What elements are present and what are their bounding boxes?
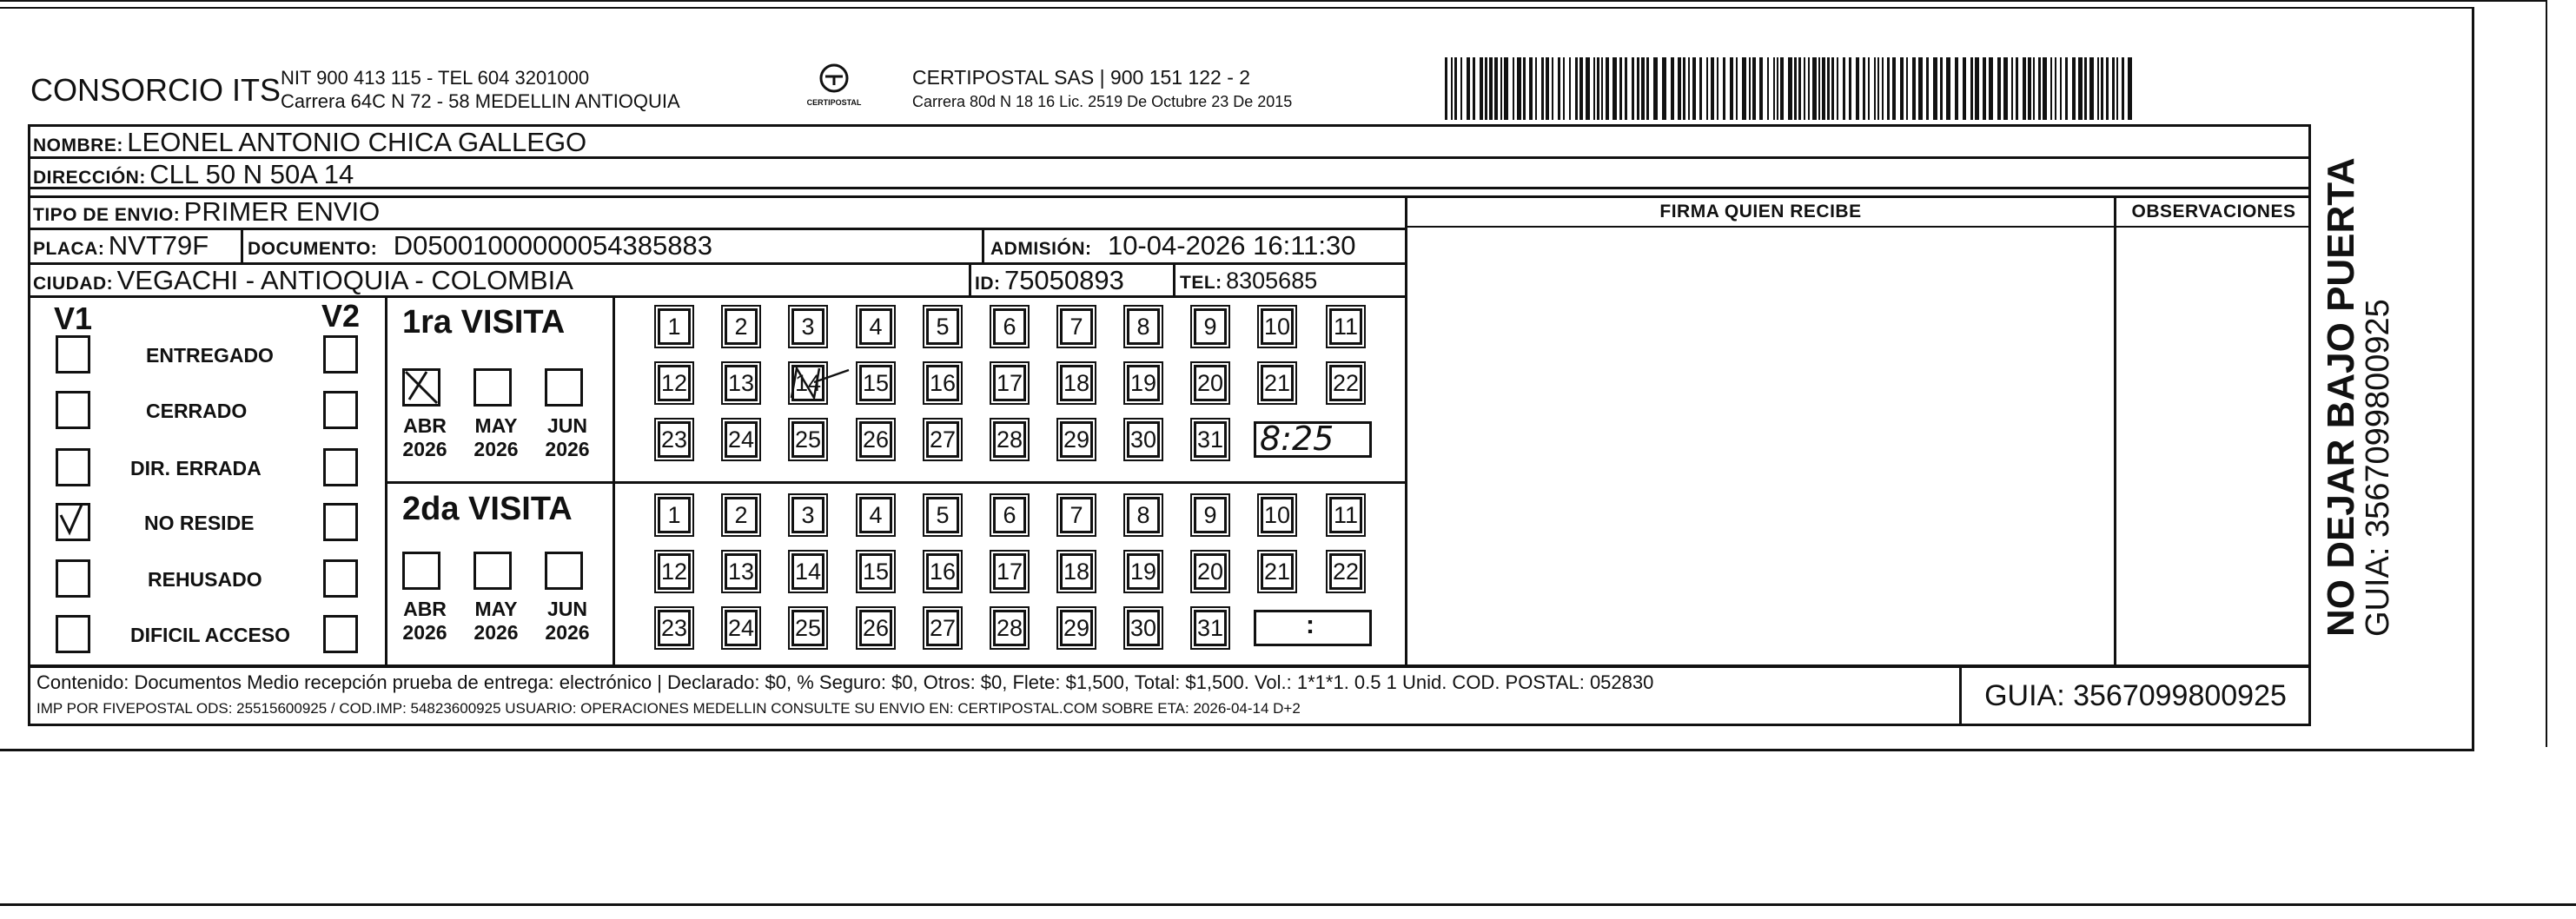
col-line-obs [2114,195,2116,667]
month-year-label: 2026 [473,621,519,644]
barcode-bar [1692,57,1696,120]
barcode-bar [1798,57,1801,120]
barcode-bar [1970,57,1973,120]
barcode-bar [1517,57,1521,120]
barcode-bar [1759,57,1763,120]
day-box[interactable]: 8 [1127,308,1160,345]
day-box[interactable]: 1 [658,308,691,345]
tipo-value: PRIMER ENVIO [183,196,381,227]
side-text [2320,150,2397,637]
v2-checkbox[interactable] [323,559,358,598]
barcode-bar [1641,57,1645,120]
day-box[interactable]: 15 [859,553,892,590]
day-box[interactable]: 6 [993,497,1026,533]
placa-label: PLACA: [33,239,105,259]
day-box[interactable]: 2 [725,497,758,533]
direccion-row [33,159,354,190]
v1-checkbox[interactable] [56,615,90,653]
barcode-bar [2078,57,2083,120]
day-box[interactable]: 29 [1060,421,1093,458]
barcode-bar [1460,57,1462,120]
nombre-row [33,127,586,158]
month-checkbox[interactable] [402,552,440,590]
col-line-placa [241,228,243,262]
barcode-bar [2043,57,2047,120]
day-box[interactable]: 19 [1127,365,1160,401]
barcode-bar [1997,57,2001,120]
barcode-bar [2072,57,2076,120]
v2-checkbox[interactable] [323,615,358,653]
month-checkbox[interactable] [402,368,440,407]
status-option-label: REHUSADO [148,568,262,591]
barcode-bar [2033,57,2035,120]
top-border [0,0,2546,2]
month-label: MAY [474,598,518,620]
tel-label: TEL: [1180,273,1222,293]
day-box[interactable]: 4 [859,308,892,345]
v1-label: V1 [54,301,93,336]
bottom-border [0,749,2474,751]
footer-imp: IMP POR FIVEPOSTAL ODS: 25515600925 / COD.IMP: 54823600925 USUARIO: OPERACIONES MEDELLIN CONSULTE SU ENVIO EN: CERTIPOSTAL.COM SOBRE ETA: 2026-04-14 D+2 [36,700,1301,717]
day-box[interactable]: 4 [859,497,892,533]
barcode-bar [1827,57,1830,120]
barcode-bar [1489,57,1493,120]
month-mark-icon [402,368,440,407]
col-line-id [969,262,971,295]
right-border [2472,7,2474,750]
barcode-bar [1632,57,1634,120]
barcode-bar [1485,57,1487,120]
day-box[interactable]: 7 [1060,497,1093,533]
month-label: ABR [403,414,447,437]
barcode-bar [2055,57,2056,120]
barcode-bar [1882,57,1884,120]
barcode-bar [1989,57,1993,120]
day-box[interactable]: 20 [1194,553,1227,590]
right-border-outer [2546,0,2547,747]
day-box[interactable]: 5 [926,497,959,533]
barcode-bar [1535,57,1537,120]
day-box[interactable]: 10 [1261,308,1294,345]
barcode-bar [1926,57,1929,120]
barcode-bar [1637,57,1639,120]
barcode-bar [1900,57,1904,120]
barcode-bar [1480,57,1483,120]
barcode-bar [1529,57,1533,120]
barcode-bar [1706,57,1708,120]
documento-field [248,230,712,261]
barcode-bar [1504,57,1508,120]
barcode-bar [1500,57,1502,120]
day-box[interactable]: 25 [791,610,824,646]
barcode-bar [1606,57,1609,120]
barcode-bar [2116,57,2118,120]
day-box[interactable]: 27 [926,610,959,646]
carrier-address: Carrera 80d N 18 16 Lic. 2519 De Octubre 23 De 2015 [912,93,1293,110]
day-box[interactable]: 24 [725,610,758,646]
day-box[interactable]: 5 [926,308,959,345]
certipostal-logo [795,63,873,115]
barcode-bar [1454,57,1457,120]
day-box[interactable]: 26 [859,610,892,646]
tel-value: 8305685 [1226,268,1318,294]
company-nit: NIT 900 413 115 - TEL 604 3201000 [281,67,590,89]
day-box[interactable]: 28 [993,610,1026,646]
barcode-bar [1586,57,1590,120]
barcode-bar [2050,57,2052,120]
barcode-bar [1612,57,1617,120]
day-box[interactable]: 1 [658,497,691,533]
day-box[interactable]: 27 [926,421,959,458]
day-box[interactable]: 9 [1194,497,1227,533]
v1-checkbox[interactable] [56,391,90,429]
barcode [1445,57,2140,120]
side-guia: GUIA: 3567099800925 [2360,299,2396,637]
barcode-bar [1856,57,1859,120]
barcode-bar [2128,57,2132,120]
month-year-label: 2026 [473,438,519,460]
status-option-label: ENTREGADO [146,344,274,367]
ciudad-field [33,265,573,296]
footer-guia: GUIA: 3567099800925 [1984,679,2287,712]
logo-text: CERTIPOSTAL [806,98,862,107]
time-separator: : [1306,611,1314,639]
admision-value: 10-04-2026 16:11:30 [1107,230,1356,261]
day-box[interactable]: 8 [1127,497,1160,533]
company-name: CONSORCIO ITS [30,72,281,108]
barcode-bar [1788,57,1792,120]
barcode-bar [1940,57,1943,120]
month-checkbox[interactable] [473,552,512,590]
barcode-bar [1752,57,1756,120]
barcode-bar [2038,57,2041,120]
barcode-bar [1773,57,1775,120]
barcode-bar [1699,57,1702,120]
barcode-bar [1877,57,1879,120]
barcode-bar [1494,57,1498,120]
barcode-bar [1837,57,1838,120]
barcode-bar [1868,57,1870,120]
barcode-bar [1804,57,1805,120]
barcode-bar [1683,57,1685,120]
barcode-bar [1808,57,1810,120]
barcode-bar [1711,57,1714,120]
barcode-bar [1541,57,1544,120]
barcode-bar [2101,57,2103,120]
barcode-bar [2122,57,2124,120]
barcode-bar [1513,57,1514,120]
day-box[interactable]: 10 [1261,497,1294,533]
day-box[interactable]: 12 [658,365,691,401]
barcode-bar [1579,57,1583,120]
barcode-bar [1671,57,1674,120]
day-box[interactable]: 14 [791,553,824,590]
col-line-tel [1173,262,1175,295]
barcode-bar [2084,57,2087,120]
day-box[interactable]: 23 [658,421,691,458]
v1-checkbox[interactable] [56,559,90,598]
tipo-row [33,196,380,228]
status-option-label: NO RESIDE [144,512,255,534]
barcode-bar [1730,57,1733,120]
barcode-bar [1918,57,1923,120]
ciudad-value: VEGACHI - ANTIOQUIA - COLOMBIA [116,265,573,295]
barcode-bar [1619,57,1622,120]
month-year-label: 2026 [402,621,447,644]
barcode-bar [1717,57,1718,120]
barcode-bar [2016,57,2018,120]
documento-value: D05001000000054385883 [393,230,712,261]
col-line-firma [1405,195,1407,667]
col-line-admision [982,228,984,262]
barcode-bar [1887,57,1890,120]
barcode-bar [1742,57,1746,120]
day-box[interactable]: 23 [658,610,691,646]
barcode-bar [1946,57,1950,120]
second-visit-title: 2da VISITA [402,491,573,527]
admision-label: ADMISIÓN: [990,239,1092,259]
v2-checkbox[interactable] [323,391,358,429]
barcode-bar [1906,57,1908,120]
id-value: 75050893 [1003,265,1124,295]
ciudad-label: CIUDAD: [33,274,114,294]
barcode-bar [1818,57,1820,120]
barcode-bar [1767,57,1769,120]
barcode-bar [1569,57,1571,120]
id-label: ID: [975,274,1001,294]
barcode-bar [2065,57,2068,120]
month-checkbox[interactable] [545,368,583,407]
direccion-label: DIRECCIÓN: [33,168,146,188]
barcode-bar [1445,57,1447,120]
documento-label: DOCUMENTO: [248,239,378,259]
check-mark-icon [56,503,90,541]
visit-divider [385,481,1407,484]
barcode-bar [1593,57,1595,120]
day-box[interactable]: 30 [1127,610,1160,646]
v2-checkbox[interactable] [323,503,358,541]
v1-checkbox[interactable] [56,448,90,486]
month-checkbox[interactable] [545,552,583,590]
day-box[interactable]: 12 [658,553,691,590]
barcode-bar [2112,57,2115,120]
barcode-bar [1955,57,1958,120]
day-box[interactable]: 16 [926,365,959,401]
day-box[interactable]: 16 [926,553,959,590]
barcode-bar [1736,57,1738,120]
tipo-label: TIPO DE ENVIO: [33,205,181,225]
carrier-name: CERTIPOSTAL SAS | 900 151 122 - 2 [912,66,1251,89]
barcode-bar [1473,57,1475,120]
day-box[interactable]: 22 [1329,365,1362,401]
logo-icon [814,63,854,97]
nombre-label: NOMBRE: [33,136,123,155]
barcode-bar [2060,57,2062,120]
day-box[interactable]: 14 [791,365,824,401]
month-label: JUN [546,598,587,620]
v1-checkbox[interactable] [56,503,90,541]
barcode-bar [1963,57,1966,120]
day-box[interactable]: 19 [1127,553,1160,590]
barcode-bar [2089,57,2094,120]
day-box[interactable]: 13 [725,553,758,590]
day-box[interactable]: 6 [993,308,1026,345]
day-box[interactable]: 24 [725,421,758,458]
footer-contenido: Contenido: Documentos Medio recepción prueba de entrega: electrónico | Declarado: $0, % Seguro: $0, Otros: $0, Flete: $1,500, Total: $1,500. Vol.: 1*1*1. 0.5 1 Unid. COD. POSTAL: 052830 [36,671,1654,693]
barcode-bar [1653,57,1658,120]
barcode-bar [1558,57,1560,120]
barcode-bar [2023,57,2026,120]
barcode-bar [1749,57,1751,120]
placa-value: NVT79F [108,230,209,261]
day-box[interactable]: 31 [1194,610,1227,646]
status-option-label: DIFICIL ACCESO [130,624,291,646]
v2-checkbox[interactable] [323,335,358,374]
day-box[interactable]: 9 [1194,308,1227,345]
barcode-bar [1892,57,1896,120]
barcode-bar [1662,57,1666,120]
barcode-bar [1933,57,1937,120]
month-label: ABR [403,598,447,620]
month-year-label: 2026 [545,621,590,644]
barcode-bar [1552,57,1553,120]
day-box[interactable]: 11 [1329,497,1362,533]
firma-header: FIRMA QUIEN RECIBE [1659,202,1862,221]
row-line [1407,226,2311,228]
barcode-bar [1843,57,1845,120]
barcode-bar [1822,57,1825,120]
day-box[interactable]: 18 [1060,365,1093,401]
day-box[interactable]: 13 [725,365,758,401]
day-box[interactable]: 26 [859,421,892,458]
month-checkbox[interactable] [473,368,512,407]
barcode-bar [1451,57,1453,120]
barcode-bar [1975,57,1979,120]
barcode-bar [1812,57,1817,120]
barcode-bar [1625,57,1627,120]
day-box[interactable]: 3 [791,308,824,345]
barcode-bar [1794,57,1797,120]
row-line [28,187,2311,189]
barcode-bar [1777,57,1778,120]
top-border-2 [0,7,2472,9]
barcode-bar [1597,57,1599,120]
barcode-bar [1863,57,1865,120]
page-bottom-line [0,903,2576,906]
barcode-bar [1646,57,1649,120]
day-box[interactable]: 21 [1261,553,1294,590]
barcode-bar [2003,57,2008,120]
barcode-bar [1780,57,1784,120]
day-box[interactable]: 22 [1329,553,1362,590]
day-box[interactable]: 11 [1329,308,1362,345]
first-visit-title: 1ra VISITA [402,304,566,340]
observaciones-header: OBSERVACIONES [2131,202,2296,221]
v2-label: V2 [321,298,361,334]
barcode-bar [1523,57,1526,120]
month-label: MAY [474,414,518,437]
day-box[interactable]: 7 [1060,308,1093,345]
barcode-bar [1912,57,1916,120]
day-box[interactable]: 30 [1127,421,1160,458]
day-box[interactable]: 17 [993,553,1026,590]
day-box[interactable]: 21 [1261,365,1294,401]
month-label: JUN [546,414,587,437]
direccion-value: CLL 50 N 50A 14 [149,159,354,189]
day-box[interactable]: 17 [993,365,1026,401]
handwritten-time: 8:25 [1260,420,1334,458]
company-address: Carrera 64C N 72 - 58 MEDELLIN ANTIOQUIA [281,90,680,112]
barcode-bar [1546,57,1549,120]
v1-checkbox[interactable] [56,335,90,374]
barcode-bar [2097,57,2099,120]
day-box[interactable]: 2 [725,308,758,345]
day-box[interactable]: 18 [1060,553,1093,590]
day-box[interactable]: 3 [791,497,824,533]
id-field [975,265,1124,296]
day-box[interactable]: 28 [993,421,1026,458]
barcode-bar [1849,57,1851,120]
barcode-bar [2011,57,2013,120]
v2-checkbox[interactable] [323,448,358,486]
barcode-bar [1678,57,1681,120]
month-year-label: 2026 [402,438,447,460]
barcode-bar [1723,57,1725,120]
side-warning: NO DEJAR BAJO PUERTA [2320,157,2362,637]
tel-field [1180,268,1317,294]
barcode-bar [1601,57,1603,120]
barcode-bar [1831,57,1834,120]
nombre-value: LEONEL ANTONIO CHICA GALLEGO [127,127,587,157]
admision-field [990,230,1356,261]
day-box[interactable]: 31 [1194,421,1227,458]
month-year-label: 2026 [545,438,590,460]
barcode-bar [2028,57,2031,120]
barcode-bar [1688,57,1690,120]
day-box[interactable]: 15 [859,365,892,401]
barcode-bar [1467,57,1470,120]
barcode-bar [2106,57,2109,120]
barcode-bar [1575,57,1578,120]
day-box[interactable]: 20 [1194,365,1227,401]
barcode-bar [1983,57,1986,120]
day-box[interactable]: 25 [791,421,824,458]
day-mark-icon [788,363,858,409]
status-option-label: DIR. ERRADA [130,457,262,479]
barcode-bar [1874,57,1876,120]
barcode-bar [1563,57,1565,120]
status-option-label: CERRADO [146,400,248,422]
placa-field [33,230,209,261]
day-box[interactable]: 29 [1060,610,1093,646]
